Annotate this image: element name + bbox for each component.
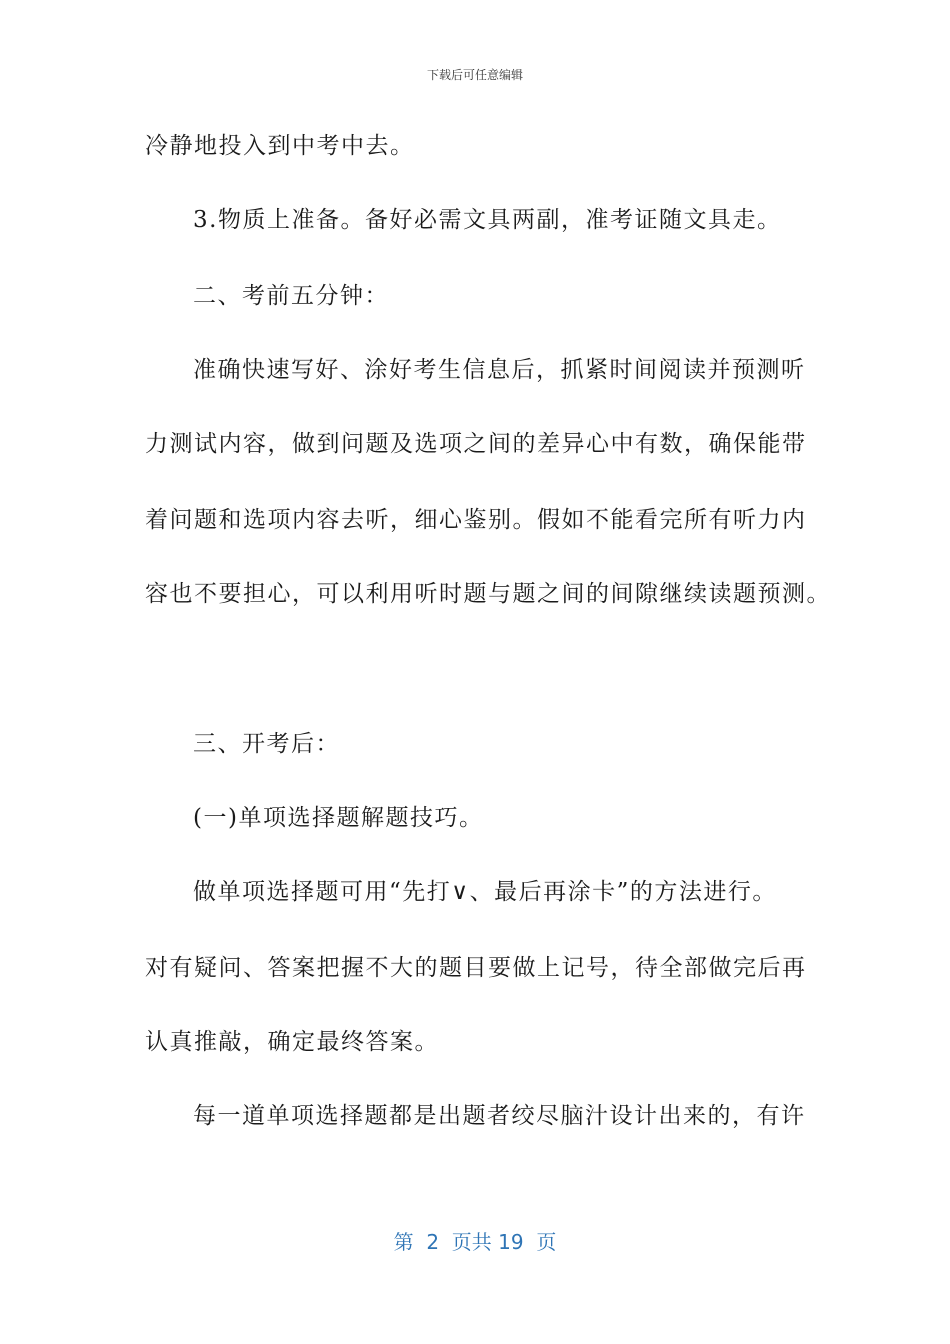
paragraph-line: 认真推敲，确定最终答案。 [145,1029,439,1055]
paragraph-line: 对有疑问、答案把握不大的题目要做上记号，待全部做完后再 [145,955,807,981]
paragraph-line: 3.物质上准备。备好必需文具两副，准考证随文具走。 [193,207,782,233]
paragraph-line: 力测试内容，做到问题及选项之间的差异心中有数，确保能带 [145,431,807,457]
page-number-footer: 第 2 页共 19 页 [393,1230,557,1254]
section-heading: 三、开考后： [193,731,340,757]
section-heading: 二、考前五分钟： [193,283,389,309]
page-header: 下载后可任意编辑 [426,68,523,82]
paragraph-line: 冷静地投入到中考中去。 [145,133,415,159]
subsection-heading: (一)单项选择题解题技巧。 [193,805,484,831]
paragraph-line: 着问题和选项内容去听，细心鉴别。假如不能看完所有听力内 [145,507,807,533]
paragraph-line: 容也不要担心，可以利用听时题与题之间的间隙继续读题预测。 [145,581,831,607]
paragraph-line: 准确快速写好、涂好考生信息后，抓紧时间阅读并预测听 [193,357,806,383]
paragraph-line: 每一道单项选择题都是出题者绞尽脑汁设计出来的，有许 [193,1103,806,1129]
paragraph-line: 做单项选择题可用“先打∨、最后再涂卡”的方法进行。 [193,879,777,905]
